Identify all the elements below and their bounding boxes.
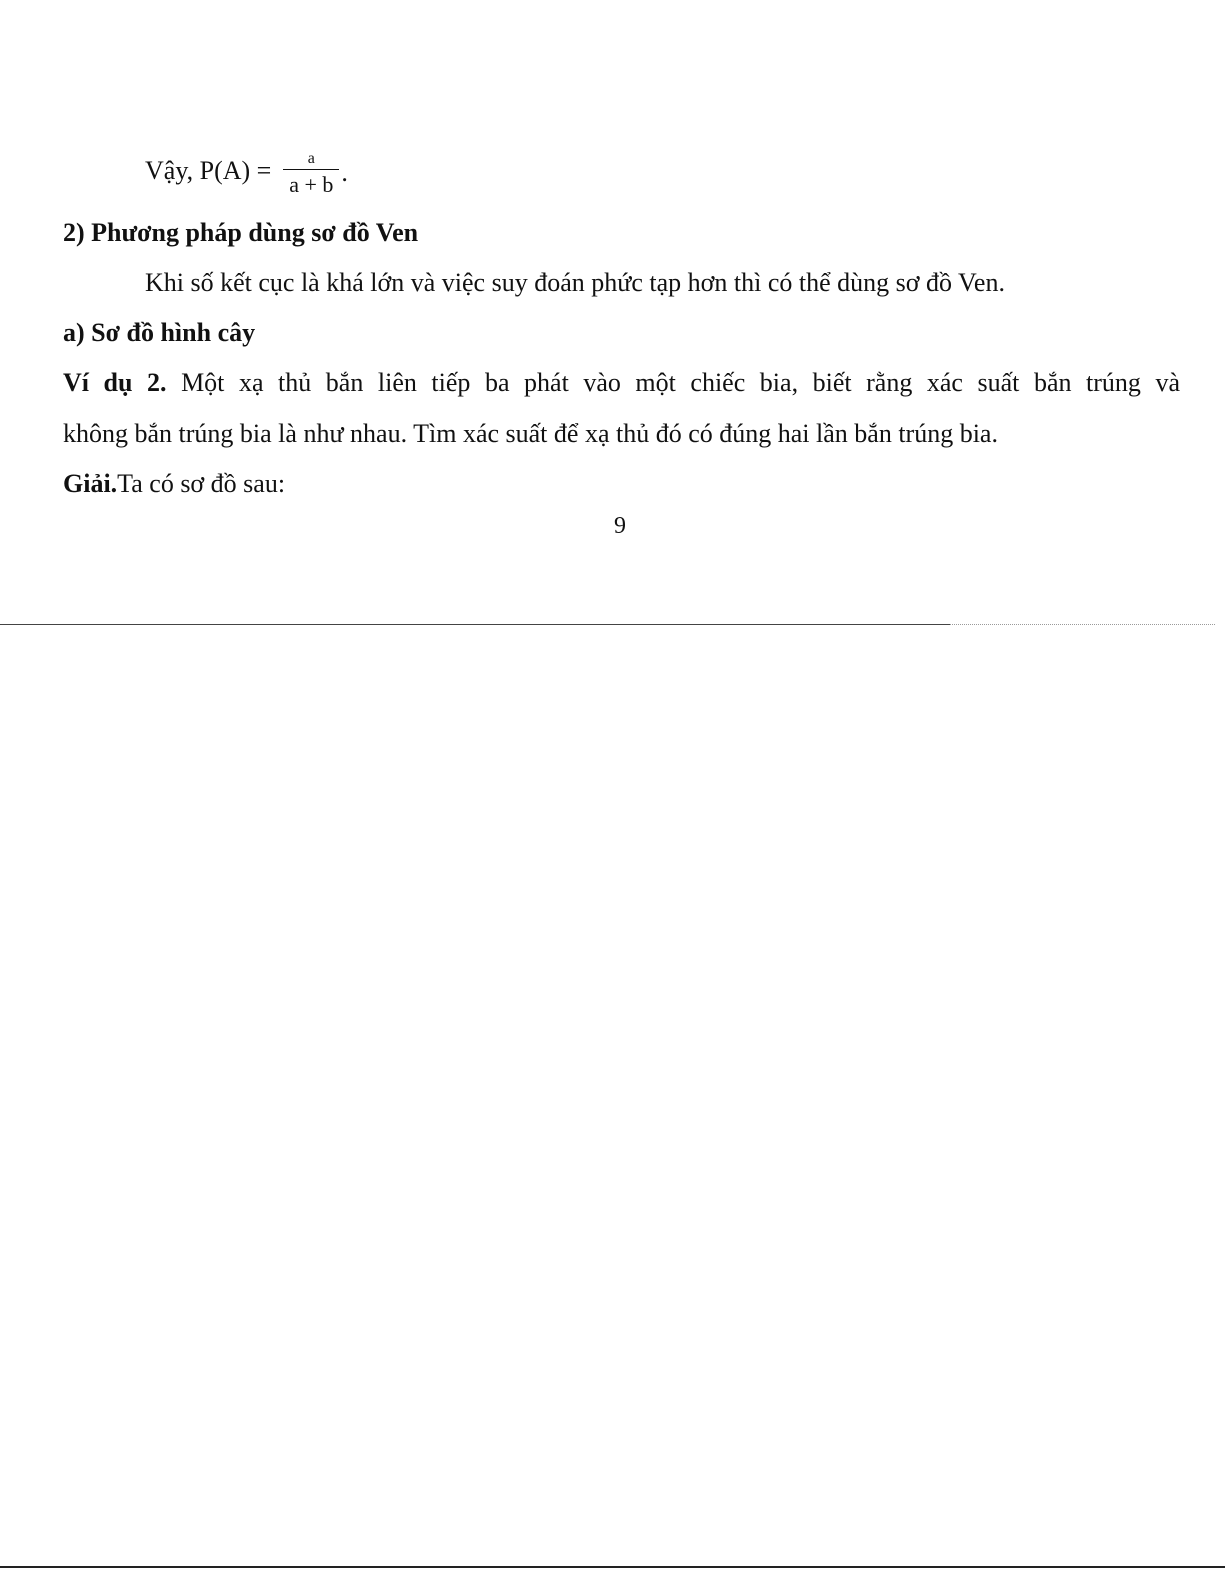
- fraction-bar: [283, 169, 339, 170]
- probability-formula: [145, 141, 348, 201]
- example-text-line-2: không bắn trúng bia là như nhau. Tìm xác suất để xạ thủ đó có đúng hai lần bắn trúng bia.: [63, 419, 998, 448]
- subsection-heading: a) Sơ đồ hình cây: [63, 318, 256, 347]
- bottom-rule: [0, 1566, 1225, 1568]
- fraction-denominator: a + b: [289, 171, 334, 197]
- page-separator-faint: [950, 624, 1215, 626]
- example-first-line: [63, 368, 1180, 398]
- page-separator: [0, 624, 950, 625]
- solution-line: [63, 469, 285, 499]
- formula-period: .: [341, 158, 348, 187]
- formula-fraction: [283, 150, 339, 197]
- section-heading: 2) Phương pháp dùng sơ đồ Ven: [63, 218, 419, 247]
- example-text-line-1: Một xạ thủ bắn liên tiếp ba phát vào một chiếc bia, biết rằng xác suất bắn trúng và: [181, 368, 1180, 397]
- fraction-numerator: a: [307, 149, 315, 167]
- example-label: Ví dụ 2.: [63, 368, 167, 397]
- solution-label: Giải.: [63, 469, 118, 498]
- page-number: 9: [614, 513, 626, 539]
- formula-lhs: Vậy, P(A) =: [145, 156, 272, 185]
- section-paragraph: Khi số kết cục là khá lớn và việc suy đoán phức tạp hơn thì có thể dùng sơ đồ Ven.: [145, 268, 1005, 297]
- solution-text: Ta có sơ đồ sau:: [117, 469, 286, 498]
